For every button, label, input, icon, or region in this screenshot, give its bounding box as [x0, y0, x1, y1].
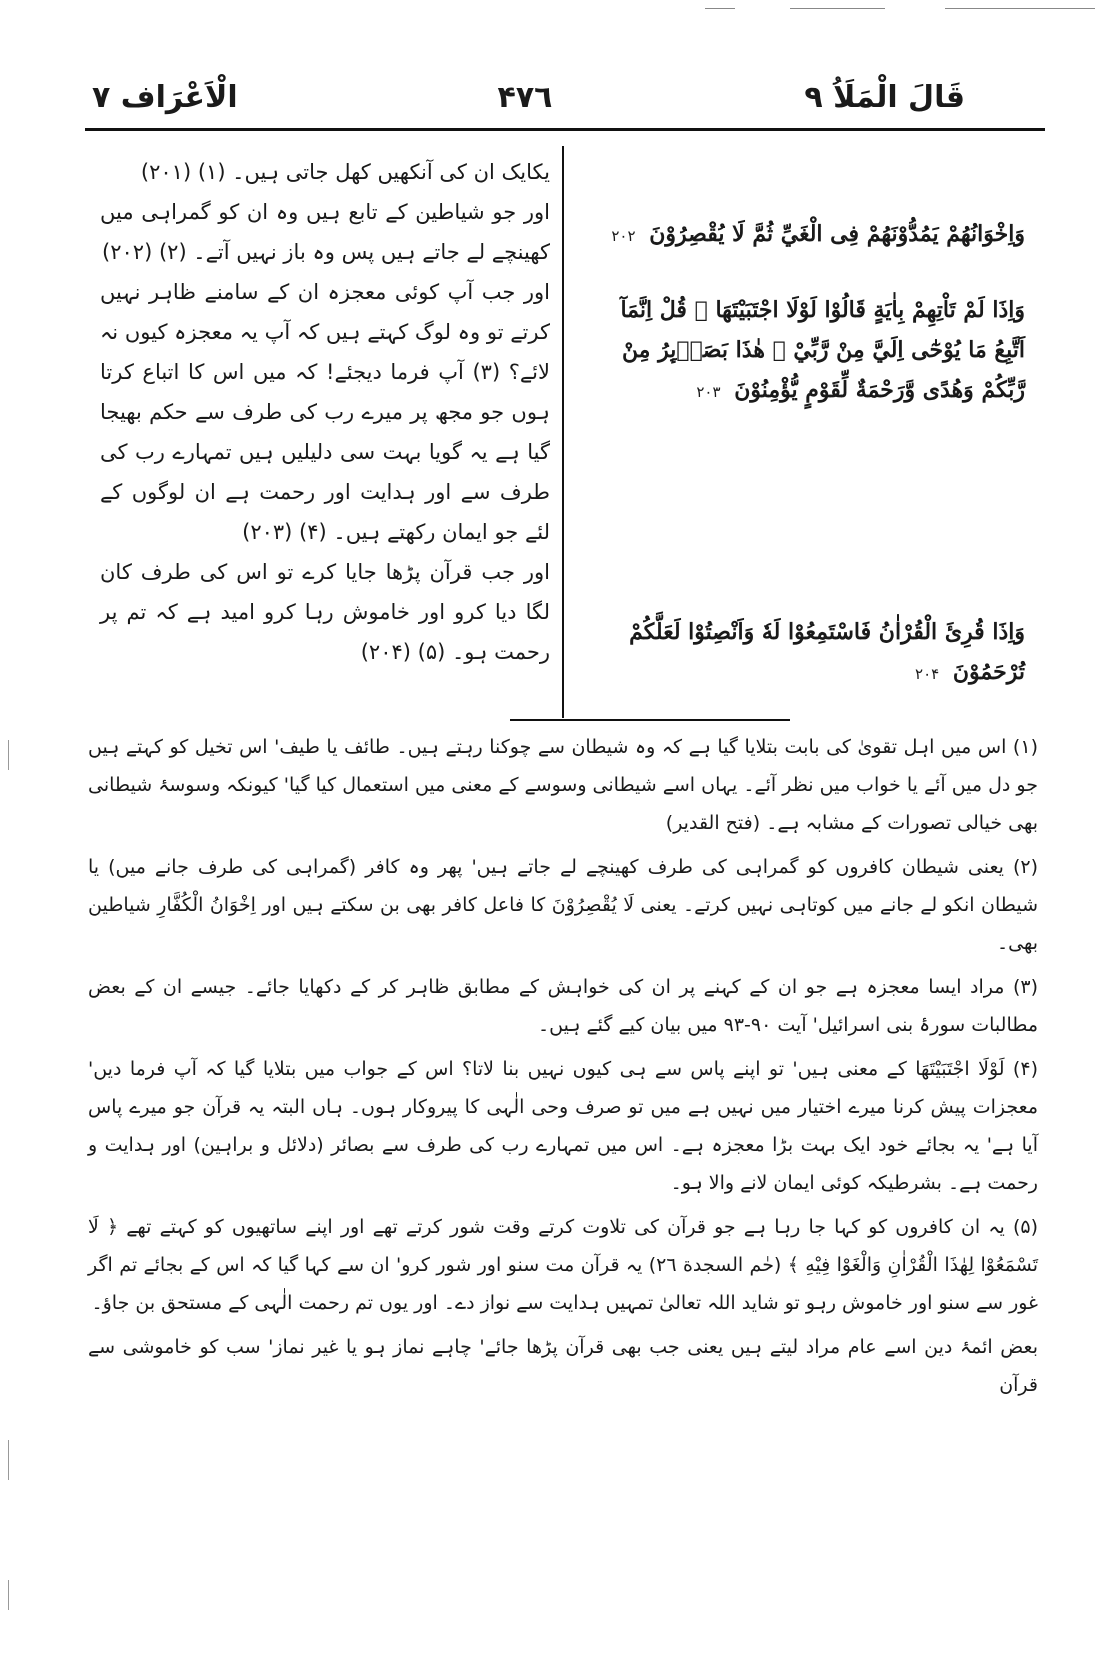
header-rule	[85, 128, 1045, 131]
arabic-verse-text: وَاِذَا قُرِئَ الْقُرْاٰنُ فَاسْتَمِعُوْا لَهٗ وَاَنْصِتُوْا لَعَلَّكُمْ تُرْحَمُوْنَ	[629, 619, 1025, 685]
top-edge-rule	[705, 8, 735, 9]
binding-edge-mark	[8, 740, 9, 770]
ayah-number-marker: ۲۰۴	[915, 665, 940, 683]
footnote-5: (۵) یہ ان کافروں کو کہا جا رہا ہے جو قرآن کی تلاوت کرتے وقت شور کرتے تھے اور اپنے ساتھیوں کو کہتے تھے ﴿ لَا تَسْمَعُوْا لِهٰذَا الْقُرْاٰنِ وَالْغَوْا فِيْهِ ﴾ (حٰم السجدة ۲٦) یہ قرآن مت سنو اور شور کرو' ان سے کہا گیا کہ اس کے بجائے تم اگر غور سے سنو اور خاموش رہو تو شاید اللہ تعالیٰ تمہیں ہدایت سے نواز دے۔ اور یوں تم رحمت الٰہی کے مستحق بن جاؤ۔	[88, 1216, 1038, 1314]
arabic-verse-text: وَاِخْوَانُهُمْ يَمُدُّوْنَهُمْ فِى الْغَيِّ ثُمَّ لَا يُقْصِرُوْنَ	[649, 221, 1025, 247]
arabic-verse-204	[595, 612, 1025, 694]
column-divider	[562, 146, 564, 718]
footnotes	[88, 728, 1038, 1410]
arabic-verse-202	[595, 214, 1025, 256]
juz-title: قَالَ الْمَلَاُ ٩	[804, 80, 965, 115]
surah-title: الْاَعْرَاف ٧	[92, 80, 238, 115]
translation-verse-202: اور جو شیاطین کے تابع ہیں وہ ان کو گمراہی میں کھینچے لے جاتے ہیں پس وہ باز نہیں آتے۔ (۲) (۲۰۲)	[100, 200, 550, 264]
footnote-1: (۱) اس میں اہل تقویٰ کی بابت بتلایا گیا ہے کہ وہ شیطان سے چوکنا رہتے ہیں۔ طائف یا طیف' اس تخیل کو کہتے ہیں جو دل میں آئے یا خواب میں نظر آئے۔ یہاں اسے شیطانی وسوسے کے معنی میں استعمال کیا گیا' کیونکہ وسوسۂ شیطانی بھی خیالی تصورات کے مشابہ ہے۔ (فتح القدیر)	[88, 736, 1038, 834]
binding-edge-mark	[8, 1440, 9, 1480]
top-edge-rule	[790, 8, 885, 9]
ayah-number-marker: ۲۰۳	[696, 383, 721, 401]
page-number: ۴۷٦	[497, 80, 553, 115]
translation-verse-201: یکایک ان کی آنکھیں کھل جاتی ہیں۔ (۱) (۲۰۱)	[140, 160, 550, 184]
urdu-translation-column	[100, 152, 550, 672]
ayah-number-marker: ۲۰۲	[611, 227, 636, 245]
footnote-rule	[510, 719, 790, 721]
arabic-verse-text: وَاِذَا لَمْ تَاْتِهِمْ بِاٰيَةٍ قَالُوْا لَوْلَا اجْتَبَيْتَهَا ۭ قُلْ اِنَّمَآ اَتَّبِعُ مَا يُوْحٰٓى اِلَيَّ مِنْ رَّبِّيْ ۚ هٰذَا بَصَاۗىِٕرُ مِنْ رَّبِّكُمْ وَهُدًى وَّرَحْمَةٌ لِّقَوْمٍ يُّؤْمِنُوْنَ	[620, 297, 1025, 403]
arabic-verse-203	[595, 290, 1025, 412]
footnote-3: (۳) مراد ایسا معجزہ ہے جو ان کے کہنے پر ان کی خواہش کے مطابق ظاہر کر کے دکھایا جائے۔ جیسے ان کے بعض مطالبات سورۂ بنی اسرائیل' آیت ۹۰-۹۳ میں بیان کیے گئے ہیں۔	[88, 976, 1038, 1036]
footnote-2: (۲) یعنی شیطان کافروں کو گمراہی کی طرف کھینچے لے جاتے ہیں' پھر وہ کافر (گمراہی کی طرف جانے میں) یا شیطان انکو لے جانے میں کوتاہی نہیں کرتے۔ یعنی لَا يُقْصِرُوْنَ کا فاعل کافر بھی بن سکتے ہیں اور اِخْوَانُ الْكُفَّارِ شیاطین بھی۔	[88, 856, 1038, 954]
top-edge-rule	[945, 8, 1095, 9]
translation-verse-204: اور جب قرآن پڑھا جایا کرے تو اس کی طرف کان لگا دیا کرو اور خاموش رہا کرو امید ہے کہ تم پر رحمت ہو۔ (۵) (۲۰۴)	[100, 560, 550, 664]
binding-edge-mark	[8, 1580, 9, 1610]
translation-verse-203: اور جب آپ کوئی معجزہ ان کے سامنے ظاہر نہیں کرتے تو وہ لوگ کہتے ہیں کہ آپ یہ معجزہ کیوں نہ لائے؟ (۳) آپ فرما دیجئے! کہ میں اس کا اتباع کرتا ہوں جو مجھ پر میرے رب کی طرف سے حکم بھیجا گیا ہے یہ گویا بہت سی دلیلیں ہیں تمہارے رب کی طرف سے اور ہدایت اور رحمت ہے ان لوگوں کے لئے جو ایمان رکھتے ہیں۔ (۴) (۲۰۳)	[100, 280, 550, 544]
footnote-continuation: بعض ائمۂ دین اسے عام مراد لیتے ہیں یعنی جب بھی قرآن پڑھا جائے' چاہے نماز ہو یا غیر نماز' سب کو خاموشی سے قرآن	[88, 1336, 1038, 1396]
footnote-4: (۴) لَوْلَا اجْتَبَيْتَهَا کے معنی ہیں' تو اپنے پاس سے ہی کیوں نہیں بنا لاتا؟ اس کے جواب میں بتلایا گیا کہ آپ فرما دیں' معجزات پیش کرنا میرے اختیار میں نہیں ہے میں تو صرف وحی الٰہی کا پیروکار ہوں۔ ہاں البتہ یہ قرآن جو میرے پاس آیا ہے' یہ بجائے خود ایک بہت بڑا معجزہ ہے۔ اس میں تمہارے رب کی طرف سے بصائر (دلائل و براہین) اور ہدایت و رحمت ہے۔ بشرطیکہ کوئی ایمان لانے والا ہو۔	[88, 1058, 1038, 1194]
